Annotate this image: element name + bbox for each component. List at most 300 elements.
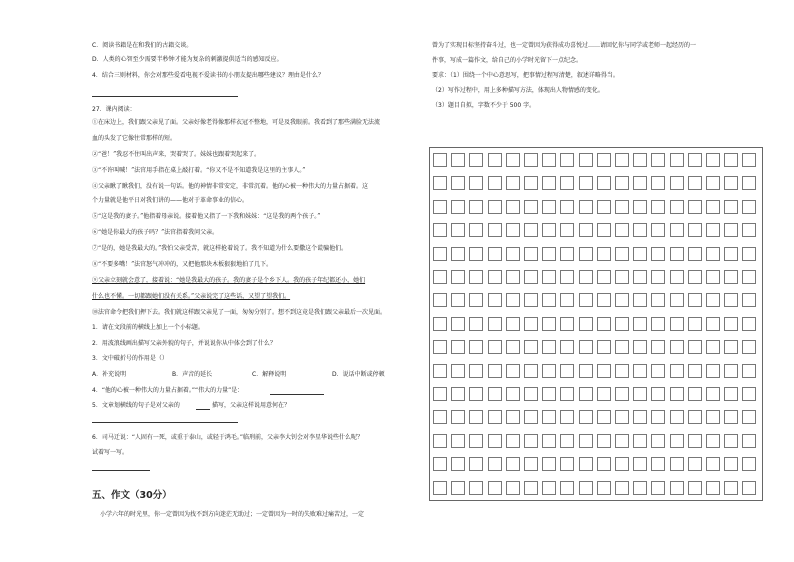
- grid-cell[interactable]: [469, 200, 483, 214]
- grid-cell[interactable]: [433, 200, 447, 214]
- blank-line: [270, 394, 324, 395]
- grid-cell[interactable]: [597, 317, 611, 331]
- grid-cell[interactable]: [670, 481, 684, 495]
- grid-cell[interactable]: [451, 317, 465, 331]
- grid-cell[interactable]: [469, 270, 483, 284]
- grid-cell[interactable]: [451, 410, 465, 424]
- option-c: C．阅读书籍是在和我们的古籍交谈。: [92, 42, 193, 49]
- grid-cell[interactable]: [506, 387, 520, 401]
- grid-cell[interactable]: [542, 176, 556, 190]
- grid-cell[interactable]: [724, 153, 738, 167]
- grid-cell[interactable]: [579, 293, 593, 307]
- sub-question-6: 6．司马迁说：“人固有一死，或重于泰山，或轻于鸿毛。”临刑前，父亲李大钊会对李星华说些什么呢？: [92, 434, 364, 441]
- grid-cell[interactable]: [615, 247, 629, 261]
- grid-cell[interactable]: [542, 434, 556, 448]
- grid-cell[interactable]: [560, 176, 574, 190]
- grid-cell[interactable]: [688, 176, 702, 190]
- grid-cell[interactable]: [724, 457, 738, 471]
- grid-cell[interactable]: [506, 457, 520, 471]
- grid-cell[interactable]: [542, 153, 556, 167]
- grid-cell[interactable]: [615, 200, 629, 214]
- grid-cell[interactable]: [488, 247, 502, 261]
- grid-cell[interactable]: [706, 200, 720, 214]
- grid-cell[interactable]: [506, 410, 520, 424]
- grid-cell[interactable]: [706, 340, 720, 354]
- grid-cell[interactable]: [433, 340, 447, 354]
- grid-cell[interactable]: [688, 387, 702, 401]
- grid-cell[interactable]: [597, 364, 611, 378]
- grid-cell[interactable]: [742, 270, 756, 284]
- grid-cell[interactable]: [633, 247, 647, 261]
- grid-cell[interactable]: [506, 247, 520, 261]
- grid-cell[interactable]: [706, 153, 720, 167]
- grid-cell[interactable]: [451, 200, 465, 214]
- grid-cell[interactable]: [633, 481, 647, 495]
- grid-cell[interactable]: [597, 293, 611, 307]
- grid-cell[interactable]: [579, 153, 593, 167]
- grid-cell[interactable]: [633, 434, 647, 448]
- grid-cell[interactable]: [506, 293, 520, 307]
- grid-cell[interactable]: [688, 270, 702, 284]
- grid-cell[interactable]: [651, 223, 665, 237]
- grid-cell[interactable]: [451, 457, 465, 471]
- grid-cell[interactable]: [724, 270, 738, 284]
- grid-cell[interactable]: [560, 364, 574, 378]
- grid-cell[interactable]: [433, 270, 447, 284]
- grid-cell[interactable]: [670, 317, 684, 331]
- grid-cell[interactable]: [670, 153, 684, 167]
- grid-cell[interactable]: [706, 434, 720, 448]
- grid-cell[interactable]: [742, 293, 756, 307]
- grid-cell[interactable]: [670, 387, 684, 401]
- grid-cell[interactable]: [488, 317, 502, 331]
- grid-cell[interactable]: [742, 317, 756, 331]
- essay-prompt-cont-2: 件事，写成一篇作文，给自己的小学时光留下一点纪念。: [432, 57, 583, 64]
- grid-cell[interactable]: [451, 176, 465, 190]
- grid-cell[interactable]: [597, 434, 611, 448]
- grid-cell[interactable]: [488, 270, 502, 284]
- grid-cell[interactable]: [560, 293, 574, 307]
- grid-cell[interactable]: [524, 223, 538, 237]
- paragraph-9-cont-underlined: 什么也不懂。一切都跟她们没有关系。”父亲说完了这些话，又望了望我们。: [92, 293, 291, 300]
- grid-cell[interactable]: [724, 434, 738, 448]
- grid-cell[interactable]: [597, 410, 611, 424]
- grid-cell[interactable]: [724, 293, 738, 307]
- grid-cell[interactable]: [633, 340, 647, 354]
- essay-prompt-cont: 曾为了实现目标坚持奋斗过，也一定曾因为获得成功喜悦过……请回忆你与同学或老师一起经历的一: [432, 42, 697, 49]
- paragraph-6: ⑥“她是你最大的孩子吗？”法官指着我问父亲。: [92, 229, 219, 236]
- sub-question-5: 5．文章划横线的句子是对父亲的: [92, 402, 180, 409]
- grid-cell[interactable]: [433, 410, 447, 424]
- grid-cell[interactable]: [542, 247, 556, 261]
- grid-cell[interactable]: [542, 481, 556, 495]
- grid-cell[interactable]: [688, 153, 702, 167]
- grid-cell[interactable]: [615, 457, 629, 471]
- option-d-answer: D．说话中断或停顿: [332, 371, 385, 378]
- grid-cell[interactable]: [579, 434, 593, 448]
- blank-line: [196, 409, 210, 410]
- grid-cell[interactable]: [651, 457, 665, 471]
- grid-cell[interactable]: [579, 223, 593, 237]
- grid-cell[interactable]: [670, 364, 684, 378]
- grid-cell[interactable]: [524, 293, 538, 307]
- grid-cell[interactable]: [488, 434, 502, 448]
- grid-cell[interactable]: [633, 223, 647, 237]
- grid-cell[interactable]: [469, 223, 483, 237]
- grid-cell[interactable]: [433, 317, 447, 331]
- grid-cell[interactable]: [506, 200, 520, 214]
- grid-cell[interactable]: [542, 317, 556, 331]
- grid-cell[interactable]: [488, 410, 502, 424]
- grid-cell[interactable]: [688, 200, 702, 214]
- paragraph-7: ⑦“是的，她是我最大的。”我怕父亲受苦，就这样抢着说了。我不知道为什么要撒这个谎骗他们。: [92, 245, 348, 252]
- grid-cell[interactable]: [615, 176, 629, 190]
- grid-cell[interactable]: [615, 481, 629, 495]
- grid-cell[interactable]: [633, 317, 647, 331]
- grid-cell[interactable]: [688, 481, 702, 495]
- grid-cell[interactable]: [488, 176, 502, 190]
- grid-cell[interactable]: [706, 247, 720, 261]
- grid-cell[interactable]: [469, 410, 483, 424]
- grid-cell[interactable]: [433, 153, 447, 167]
- requirement-3: （3）题目自拟，字数不少于 500 字。: [432, 102, 536, 109]
- grid-cell[interactable]: [651, 317, 665, 331]
- grid-cell[interactable]: [651, 387, 665, 401]
- grid-cell[interactable]: [506, 481, 520, 495]
- grid-cell[interactable]: [433, 457, 447, 471]
- grid-cell[interactable]: [488, 223, 502, 237]
- grid-cell[interactable]: [651, 200, 665, 214]
- grid-cell[interactable]: [488, 387, 502, 401]
- grid-cell[interactable]: [670, 270, 684, 284]
- grid-cell[interactable]: [724, 317, 738, 331]
- grid-cell[interactable]: [506, 434, 520, 448]
- grid-cell[interactable]: [615, 340, 629, 354]
- grid-cell[interactable]: [597, 481, 611, 495]
- sub-question-3: 3．文中破折号的作用是（）: [92, 355, 168, 362]
- requirement-2: （2）写作过程中，用上多种描写方法，体现出人物情感的变化。: [432, 87, 604, 94]
- grid-cell[interactable]: [651, 293, 665, 307]
- grid-cell[interactable]: [542, 364, 556, 378]
- paragraph-2: ②“爸！”我忍不住叫出声来，哭着哭了。妹妹也跟着哭起来了。: [92, 151, 261, 158]
- grid-cell[interactable]: [579, 247, 593, 261]
- grid-cell[interactable]: [469, 247, 483, 261]
- grid-cell[interactable]: [524, 247, 538, 261]
- grid-cell[interactable]: [724, 410, 738, 424]
- grid-cell[interactable]: [615, 364, 629, 378]
- grid-cell[interactable]: [633, 153, 647, 167]
- grid-cell[interactable]: [597, 247, 611, 261]
- grid-cell[interactable]: [542, 410, 556, 424]
- grid-cell[interactable]: [742, 457, 756, 471]
- grid-cell[interactable]: [560, 340, 574, 354]
- paragraph-3: ③“不许叫喊！”法官用手指在桌上敲打着。“你又不是不知道我是这里的主事人。”: [92, 167, 306, 174]
- grid-cell[interactable]: [597, 387, 611, 401]
- grid-cell[interactable]: [706, 364, 720, 378]
- grid-cell[interactable]: [433, 364, 447, 378]
- grid-cell[interactable]: [633, 270, 647, 284]
- grid-cell[interactable]: [524, 200, 538, 214]
- grid-cell[interactable]: [670, 200, 684, 214]
- question-4: 4．结合三则材料，你会对那些爱看电视不爱读书的小朋友提出哪些建议？理由是什么？: [92, 72, 324, 79]
- grid-cell[interactable]: [633, 387, 647, 401]
- grid-cell[interactable]: [742, 153, 756, 167]
- grid-cell[interactable]: [433, 223, 447, 237]
- grid-cell[interactable]: [451, 387, 465, 401]
- grid-cell[interactable]: [469, 340, 483, 354]
- grid-cell[interactable]: [451, 293, 465, 307]
- grid-cell[interactable]: [488, 293, 502, 307]
- grid-cell[interactable]: [670, 434, 684, 448]
- grid-cell[interactable]: [560, 270, 574, 284]
- grid-cell[interactable]: [706, 457, 720, 471]
- grid-cell[interactable]: [524, 387, 538, 401]
- grid-cell[interactable]: [742, 434, 756, 448]
- grid-cell[interactable]: [506, 340, 520, 354]
- grid-cell[interactable]: [742, 200, 756, 214]
- grid-cell[interactable]: [615, 410, 629, 424]
- grid-cell[interactable]: [742, 176, 756, 190]
- grid-cell[interactable]: [688, 457, 702, 471]
- grid-cell[interactable]: [524, 457, 538, 471]
- grid-cell[interactable]: [688, 223, 702, 237]
- grid-cell[interactable]: [524, 153, 538, 167]
- grid-cell[interactable]: [724, 200, 738, 214]
- grid-cell[interactable]: [615, 270, 629, 284]
- grid-cell[interactable]: [688, 364, 702, 378]
- grid-cell[interactable]: [506, 364, 520, 378]
- grid-cell[interactable]: [742, 387, 756, 401]
- paragraph-4: ④父亲瞅了瞅我们，没有说一句话。他的神情非常安定，非常沉着。他的心被一种伟大的力量占据着。这: [92, 183, 369, 190]
- grid-cell[interactable]: [615, 293, 629, 307]
- paragraph-1: ①在床边上，我们跟父亲见了面。父亲好像老得像那样衣冠不整地，可是及我眼前。我看到了那些满脸无法流: [92, 119, 381, 126]
- grid-cell[interactable]: [651, 434, 665, 448]
- grid-cell[interactable]: [579, 387, 593, 401]
- grid-cell[interactable]: [469, 364, 483, 378]
- grid-cell[interactable]: [433, 387, 447, 401]
- option-a: A．补充说明: [92, 371, 127, 378]
- grid-cell[interactable]: [688, 247, 702, 261]
- grid-cell[interactable]: [633, 410, 647, 424]
- grid-cell[interactable]: [524, 434, 538, 448]
- grid-cell[interactable]: [433, 293, 447, 307]
- grid-cell[interactable]: [560, 223, 574, 237]
- grid-cell[interactable]: [469, 153, 483, 167]
- grid-cell[interactable]: [688, 434, 702, 448]
- grid-cell[interactable]: [670, 223, 684, 237]
- grid-cell[interactable]: [651, 247, 665, 261]
- grid-cell[interactable]: [579, 364, 593, 378]
- grid-cell[interactable]: [706, 293, 720, 307]
- grid-cell[interactable]: [451, 481, 465, 495]
- option-b: B．声音的延长: [172, 371, 213, 378]
- option-d: D．人类的心智至少需要半秒钟才能为复杂的刺激提供适当的感知反应。: [92, 56, 283, 63]
- grid-cell[interactable]: [451, 153, 465, 167]
- grid-cell[interactable]: [706, 481, 720, 495]
- grid-cell[interactable]: [542, 200, 556, 214]
- grid-cell[interactable]: [742, 223, 756, 237]
- sub-question-1: 1．请在文段前的横线上加上一个小标题。: [92, 324, 204, 331]
- grid-cell[interactable]: [542, 340, 556, 354]
- grid-cell[interactable]: [724, 247, 738, 261]
- grid-cell[interactable]: [651, 270, 665, 284]
- grid-cell[interactable]: [560, 153, 574, 167]
- grid-cell[interactable]: [688, 293, 702, 307]
- grid-cell[interactable]: [579, 340, 593, 354]
- grid-cell[interactable]: [633, 457, 647, 471]
- grid-cell[interactable]: [506, 270, 520, 284]
- grid-cell[interactable]: [433, 247, 447, 261]
- grid-cell[interactable]: [724, 481, 738, 495]
- grid-cell[interactable]: [560, 247, 574, 261]
- grid-cell[interactable]: [451, 434, 465, 448]
- grid-cell[interactable]: [724, 340, 738, 354]
- grid-cell[interactable]: [506, 153, 520, 167]
- grid-cell[interactable]: [651, 176, 665, 190]
- answer-line: [92, 470, 150, 471]
- grid-cell[interactable]: [506, 317, 520, 331]
- grid-cell[interactable]: [597, 270, 611, 284]
- grid-cell[interactable]: [524, 481, 538, 495]
- grid-cell[interactable]: [451, 364, 465, 378]
- grid-cell[interactable]: [469, 293, 483, 307]
- grid-cell[interactable]: [579, 200, 593, 214]
- grid-cell[interactable]: [615, 223, 629, 237]
- grid-cell[interactable]: [597, 153, 611, 167]
- essay-writing-grid[interactable]: [429, 147, 763, 501]
- grid-cell[interactable]: [670, 410, 684, 424]
- grid-cell[interactable]: [542, 270, 556, 284]
- grid-cell[interactable]: [469, 317, 483, 331]
- grid-cell[interactable]: [506, 176, 520, 190]
- grid-cell[interactable]: [670, 176, 684, 190]
- grid-cell[interactable]: [433, 434, 447, 448]
- grid-cell[interactable]: [706, 176, 720, 190]
- grid-cell[interactable]: [579, 317, 593, 331]
- grid-cell[interactable]: [651, 153, 665, 167]
- grid-cell[interactable]: [579, 270, 593, 284]
- grid-cell[interactable]: [469, 481, 483, 495]
- grid-cell[interactable]: [597, 223, 611, 237]
- grid-cell[interactable]: [560, 410, 574, 424]
- grid-cell[interactable]: [469, 176, 483, 190]
- grid-cell[interactable]: [524, 364, 538, 378]
- grid-cell[interactable]: [542, 223, 556, 237]
- grid-cell[interactable]: [469, 434, 483, 448]
- grid-cell[interactable]: [560, 434, 574, 448]
- grid-cell[interactable]: [469, 457, 483, 471]
- grid-cell[interactable]: [560, 387, 574, 401]
- grid-cell[interactable]: [633, 176, 647, 190]
- grid-cell[interactable]: [542, 387, 556, 401]
- grid-cell[interactable]: [488, 200, 502, 214]
- grid-cell[interactable]: [488, 340, 502, 354]
- grid-cell[interactable]: [488, 457, 502, 471]
- paragraph-8: ⑧“不要多嘴！”法官怒气冲冲的，又把他那块木板狠狠地拍了几下。: [92, 261, 273, 268]
- paragraph-5: ⑤“这是我的妻子。”他指着母亲说。接着他又指了一下我和妹妹：“这是我的两个孩子。”: [92, 213, 321, 220]
- grid-cell[interactable]: [451, 223, 465, 237]
- grid-cell[interactable]: [724, 387, 738, 401]
- question-27: 27．课内阅读：: [92, 106, 136, 113]
- grid-cell[interactable]: [688, 340, 702, 354]
- grid-cell[interactable]: [651, 410, 665, 424]
- grid-cell[interactable]: [506, 223, 520, 237]
- grid-cell[interactable]: [524, 410, 538, 424]
- grid-cell[interactable]: [488, 153, 502, 167]
- grid-cell[interactable]: [524, 270, 538, 284]
- grid-cell[interactable]: [670, 293, 684, 307]
- grid-cell[interactable]: [597, 200, 611, 214]
- grid-cell[interactable]: [706, 223, 720, 237]
- grid-cell[interactable]: [688, 410, 702, 424]
- grid-cell[interactable]: [542, 457, 556, 471]
- grid-cell[interactable]: [724, 364, 738, 378]
- grid-cell[interactable]: [615, 153, 629, 167]
- grid-cell[interactable]: [433, 481, 447, 495]
- grid-cell[interactable]: [524, 317, 538, 331]
- grid-cell[interactable]: [524, 176, 538, 190]
- grid-cell[interactable]: [579, 410, 593, 424]
- grid-cell[interactable]: [579, 457, 593, 471]
- grid-cell[interactable]: [542, 293, 556, 307]
- grid-cell[interactable]: [488, 481, 502, 495]
- grid-cell[interactable]: [560, 317, 574, 331]
- grid-cell[interactable]: [670, 457, 684, 471]
- grid-cell[interactable]: [615, 387, 629, 401]
- grid-cell[interactable]: [597, 457, 611, 471]
- grid-cell[interactable]: [524, 340, 538, 354]
- grid-cell[interactable]: [560, 457, 574, 471]
- answer-line: [92, 422, 238, 423]
- grid-cell[interactable]: [651, 340, 665, 354]
- grid-cell[interactable]: [706, 410, 720, 424]
- grid-cell[interactable]: [597, 176, 611, 190]
- grid-cell[interactable]: [469, 387, 483, 401]
- grid-cell[interactable]: [633, 293, 647, 307]
- grid-cell[interactable]: [597, 340, 611, 354]
- grid-cell[interactable]: [724, 176, 738, 190]
- grid-cell[interactable]: [742, 340, 756, 354]
- grid-cell[interactable]: [706, 270, 720, 284]
- grid-cell[interactable]: [560, 200, 574, 214]
- grid-cell[interactable]: [451, 247, 465, 261]
- grid-cell[interactable]: [651, 481, 665, 495]
- grid-cell[interactable]: [706, 387, 720, 401]
- grid-cell[interactable]: [579, 176, 593, 190]
- grid-cell[interactable]: [706, 317, 720, 331]
- grid-cell[interactable]: [742, 481, 756, 495]
- grid-cell[interactable]: [451, 270, 465, 284]
- grid-cell[interactable]: [742, 364, 756, 378]
- grid-cell[interactable]: [433, 176, 447, 190]
- grid-cell[interactable]: [615, 317, 629, 331]
- grid-cell[interactable]: [670, 247, 684, 261]
- grid-cell[interactable]: [688, 317, 702, 331]
- grid-cell[interactable]: [633, 200, 647, 214]
- grid-cell[interactable]: [451, 340, 465, 354]
- grid-cell[interactable]: [670, 340, 684, 354]
- grid-cell[interactable]: [724, 223, 738, 237]
- grid-cell[interactable]: [742, 247, 756, 261]
- grid-cell[interactable]: [651, 364, 665, 378]
- grid-cell[interactable]: [633, 364, 647, 378]
- grid-cell[interactable]: [742, 410, 756, 424]
- grid-cell[interactable]: [560, 481, 574, 495]
- grid-cell[interactable]: [615, 434, 629, 448]
- grid-cell[interactable]: [488, 364, 502, 378]
- paragraph-4-cont: 个力量就是他平日对我们讲的——他对于革命事业的信心。: [92, 197, 249, 204]
- grid-cell[interactable]: [579, 481, 593, 495]
